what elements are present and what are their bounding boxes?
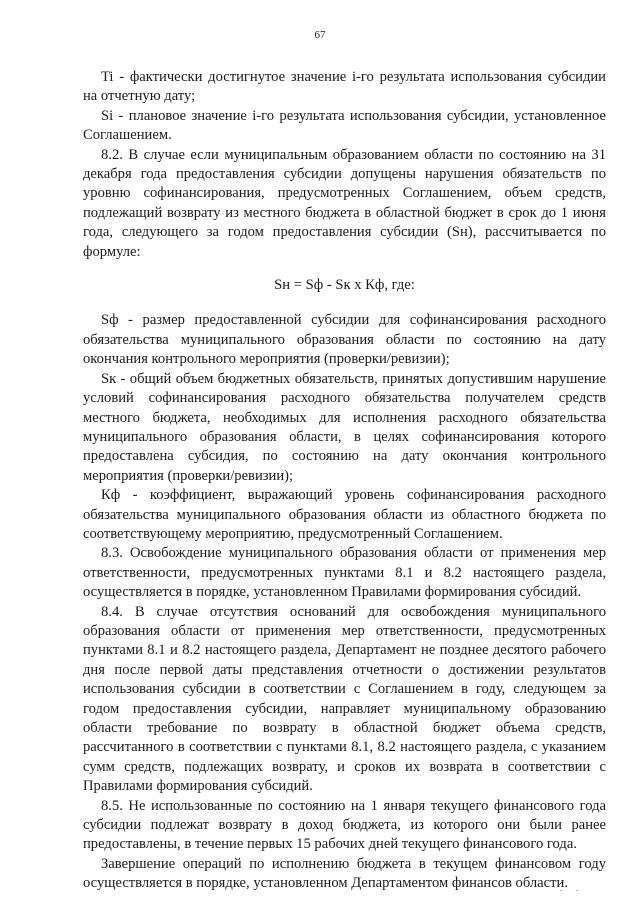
paragraph-8-5: 8.5. Не использованные по состоянию на 1 января текущего финансового года субсидии подлежат возврату в доход бюджета, из которого они были ранее предоставлены, в течение первых 15 рабочих дней текущего финансового года.	[83, 797, 606, 853]
page-number: 67	[314, 29, 326, 41]
paragraph-8-2: 8.2. В случае если муниципальным образованием области по состоянию на 31 декабря года предоставления субсидии допущены нарушения обязательств по уровню софинансирования, предусмотренных Соглашением, объем средств, подлежащий возврату из местного бюджета в областной бюджет в срок до 1 июня года, следующего за годом предоставления субсидии (Sн), рассчитывается по формуле:	[83, 146, 606, 260]
paragraph-si-definition: Si - плановое значение i-го результата использования субсидии, установленное Соглашением.	[83, 107, 606, 144]
paragraph-8-4: 8.4. В случае отсутствия оснований для освобождения муниципального образования области от применения мер ответственности, предусмотренных пунктами 8.1 и 8.2 настоящего раздела, Департамент не позднее десятого рабочего дня после первой даты представления отчетности о достижении результатов использования субсидии в соответствии с Соглашением в году, следующем за годом предоставления субсидии, направляет муниципальному образованию области требование по возврату в областной бюджет объема средств, рассчитанного в соответствии с пунктами 8.1, 8.2 настоящего раздела, с указанием сумм средств, подлежащих возврату, и сроков их возврата в соответствии с Правилами формирования субсидий.	[83, 603, 606, 795]
paragraph-ti-definition: Ti - фактически достигнутое значение i-го результата использования субсидии на отчетную дату;	[83, 69, 606, 105]
paragraph-sk-definition: Sк - общий объем бюджетных обязательств, принятых допустившим нарушение условий софинансирования расходного обязательства получателем средств местного бюджета, необходимых для исполнения расходного обязательства муниципального образования области, в целях софинансирования которого предоставлена субсидия, по состоянию на дату окончания контрольного мероприятия (проверки/ревизии);	[83, 370, 606, 484]
paragraph-8-3: 8.3. Освобождение муниципального образования области от применения мер ответственности, предусмотренных пунктами 8.1 и 8.2 настоящего раздела, осуществляется в порядке, установленном Правилами формирования субсидий.	[83, 545, 606, 601]
paragraph-completion: Завершение операций по исполнению бюджета в текущем финансовом году осуществляется в порядке, установленном Департаментом финансов области.	[83, 855, 606, 892]
paragraph-kf-definition: Кф - коэффициент, выражающий уровень софинансирования расходного обязательства муниципального образования области из областного бюджета по соответствующему мероприятию, предусмотренный Соглашением.	[83, 487, 606, 542]
paragraph-sf-definition: Sф - размер предоставленной субсидии для софинансирования расходного обязательства муниципального образования области по состоянию на дату окончания контрольного мероприятия (проверки/ревизии);	[83, 312, 606, 368]
document-body	[83, 68, 606, 894]
formula: Sн = Sф - Sк х Кф, где:	[274, 277, 415, 294]
footer-marks: . .	[560, 884, 584, 893]
